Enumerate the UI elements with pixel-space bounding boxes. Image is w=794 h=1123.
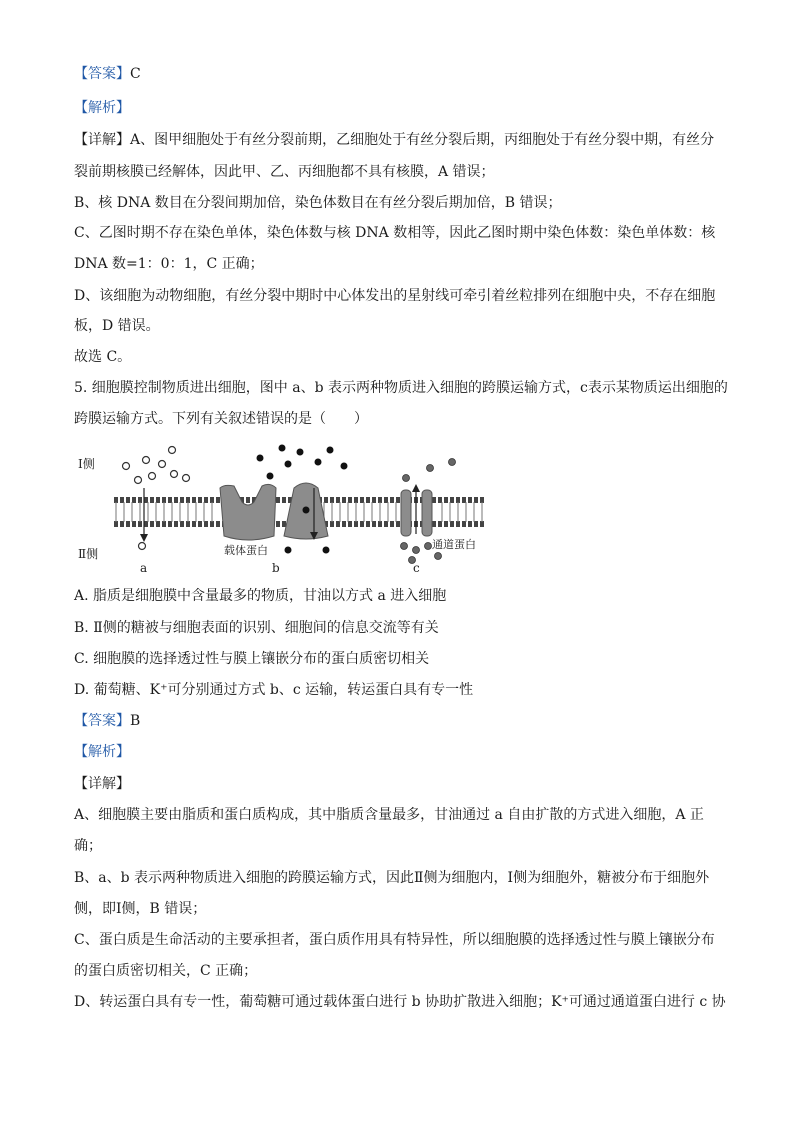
answer-value-2: B xyxy=(130,713,141,729)
carrier-protein-label: 载体蛋白 xyxy=(224,544,268,557)
side-1-label: Ⅰ侧 xyxy=(78,457,95,471)
detail2-line-0: A、细胞膜主要由脂质和蛋白质构成，其中脂质含量最多，甘油通过 a 自由扩散的方式进入细胞，A 正 xyxy=(74,807,704,823)
detail2-line-4: C、蛋白质是生命活动的主要承担者，蛋白质作用具有特异性，所以细胞膜的选择透过性与膜上镶嵌分布 xyxy=(74,932,715,948)
question-stem-1: 5. 细胞膜控制物质进出细胞，图中 a、b 表示两种物质进入细胞的跨膜运输方式，c表示某物质运出细胞的 xyxy=(74,380,728,396)
membrane-figure xyxy=(74,438,494,578)
answer-tag: 【答案】 xyxy=(74,66,130,82)
channel-protein-left xyxy=(401,490,411,536)
answer-line-2 xyxy=(74,711,140,731)
detail2-line-5: 的蛋白质密切相关，C 正确； xyxy=(74,963,258,979)
detail2-line-6: D、转运蛋白具有专一性，葡萄糖可通过载体蛋白进行 b 协助扩散进入细胞；K⁺可通过通道蛋白进行 c 协 xyxy=(74,994,726,1010)
conclusion-line: 故选 C。 xyxy=(74,349,132,365)
option-a: A. 脂质是细胞膜中含量最多的物质，甘油以方式 a 进入细胞 xyxy=(74,588,447,604)
arrow-c-head xyxy=(412,484,420,492)
detail-line-4: DNA 数=1：0：1，C 正确； xyxy=(74,256,264,272)
detail-line-1: 裂前期核膜已经解体，因此甲、乙、丙细胞都不具有核膜，A 错误； xyxy=(74,164,495,180)
label-a: a xyxy=(140,561,148,575)
analysis-tag-2: 【解析】 xyxy=(74,744,130,760)
detail-line-0 xyxy=(74,130,714,150)
detail-tag: 【详解】 xyxy=(74,132,130,148)
detail2-line-2: B、a、b 表示两种物质进入细胞的跨膜运输方式，因此Ⅱ侧为细胞内，Ⅰ侧为细胞外，糖被分布于细胞外 xyxy=(74,870,710,886)
arrow-a-head xyxy=(140,534,148,542)
detail-line-5: D、该细胞为动物细胞，有丝分裂中期时中心体发出的星射线可牵引着丝粒排列在细胞中央，不存在细胞 xyxy=(74,288,716,304)
detail-line-6: 板，D 错误。 xyxy=(74,318,160,334)
channel-protein-right xyxy=(422,490,432,536)
option-b: B. Ⅱ侧的糖被与细胞表面的识别、细胞间的信息交流等有关 xyxy=(74,620,439,636)
detail2-line-3: 侧，即Ⅰ侧，B 错误； xyxy=(74,901,207,917)
label-c: c xyxy=(413,561,420,575)
analysis-tag: 【解析】 xyxy=(74,100,130,116)
carrier-protein-1 xyxy=(220,484,276,540)
answer-line-1 xyxy=(74,64,141,84)
channel-protein-label: 通道蛋白 xyxy=(432,538,476,551)
answer-value: C xyxy=(130,66,141,82)
carrier-molecule xyxy=(303,507,310,514)
detail-line-2: B、核 DNA 数目在分裂间期加倍，染色体数目在有丝分裂后期加倍，B 错误； xyxy=(74,195,562,211)
detail-text: A、图甲细胞处于有丝分裂前期，乙细胞处于有丝分裂后期，丙细胞处于有丝分裂中期，有丝分 xyxy=(130,132,715,148)
answer-tag-2: 【答案】 xyxy=(74,713,130,729)
label-b: b xyxy=(272,561,280,575)
detail-line-3: C、乙图时期不存在染色单体，染色体数与核 DNA 数相等，因此乙图时期中染色体数：染色单体数：核 xyxy=(74,225,716,241)
question-stem-2: 跨膜运输方式。下列有关叙述错误的是（ ） xyxy=(74,411,368,427)
side-2-label: Ⅱ侧 xyxy=(78,547,99,561)
detail2-line-1: 确； xyxy=(74,838,102,854)
option-d: D. 葡萄糖、K⁺可分别通过方式 b、c 运输，转运蛋白具有专一性 xyxy=(74,682,474,698)
membrane-diagram xyxy=(74,438,494,578)
option-c: C. 细胞膜的选择透过性与膜上镶嵌分布的蛋白质密切相关 xyxy=(74,651,430,667)
detail-tag-2: 【详解】 xyxy=(74,776,130,792)
